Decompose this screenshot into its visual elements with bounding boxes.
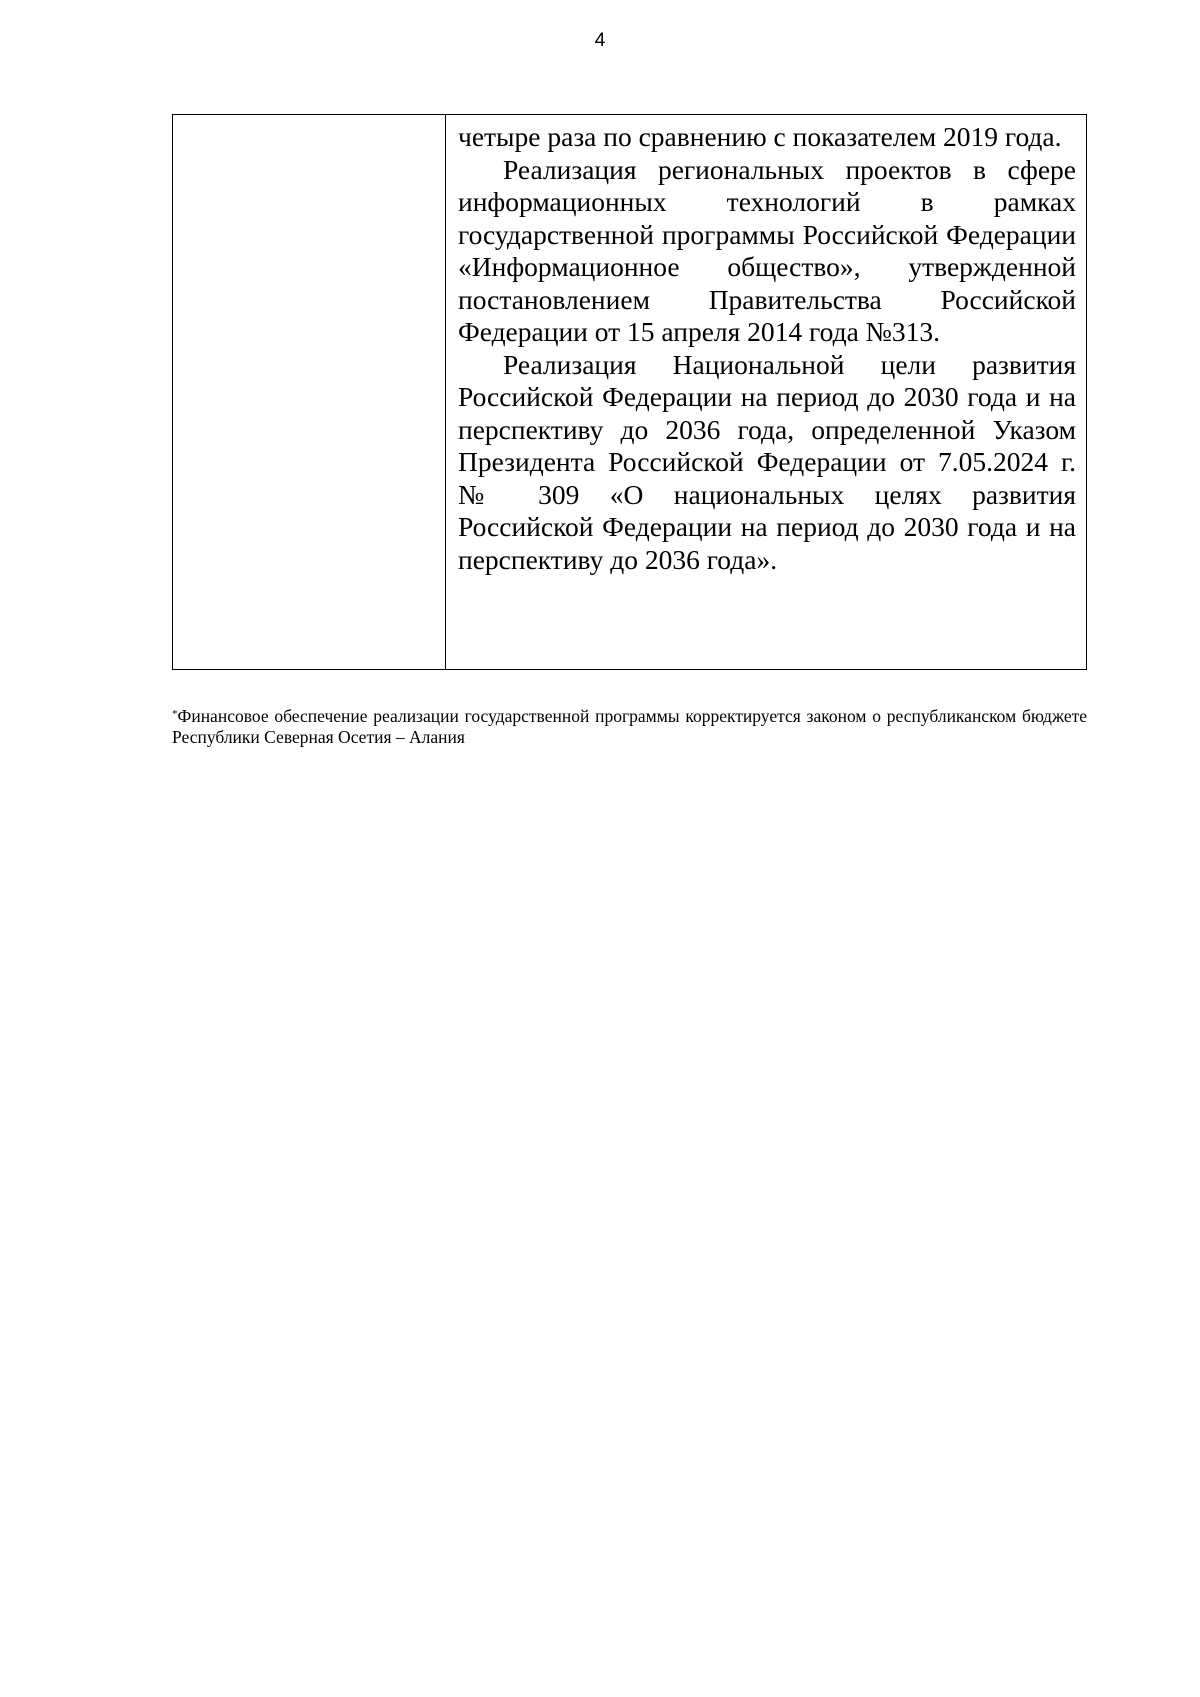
table-paragraph-national-goal: Реализация Национальной цели развития Российской Федерации на период до 2030 года и на перспективу до 2036 года, определенной Указом Президента Российской Федерации от 7.05.2024 г. № 309 «О национальных целях развития Российской Федерации на период до 2030 года и на перспективу до 2036 года». [458, 348, 1076, 575]
page-number: 4 [594, 30, 606, 51]
footnote-marker: * [172, 708, 178, 720]
footnote-separator [172, 669, 242, 670]
footnote [172, 706, 1087, 748]
table-cell-left [173, 115, 446, 669]
document-table [172, 114, 1087, 670]
table-paragraph-continuation: четыре раза по сравнению с показателем 2019 года. [458, 121, 1062, 152]
table-paragraph-regional-projects: Реализация региональных проектов в сфере информационных технологий в рамках государственной программы Российской Федерации «Информационное общество», утвержденной постановлением Правительства Российской Федерации от 15 апреля 2014 года №313. [458, 153, 1076, 347]
table-cell-right [446, 115, 1086, 669]
footnote-text: Финансовое обеспечение реализации государственной программы корректируется законом о республиканском бюджете Республики Северная Осетия – Алания [172, 706, 1087, 747]
